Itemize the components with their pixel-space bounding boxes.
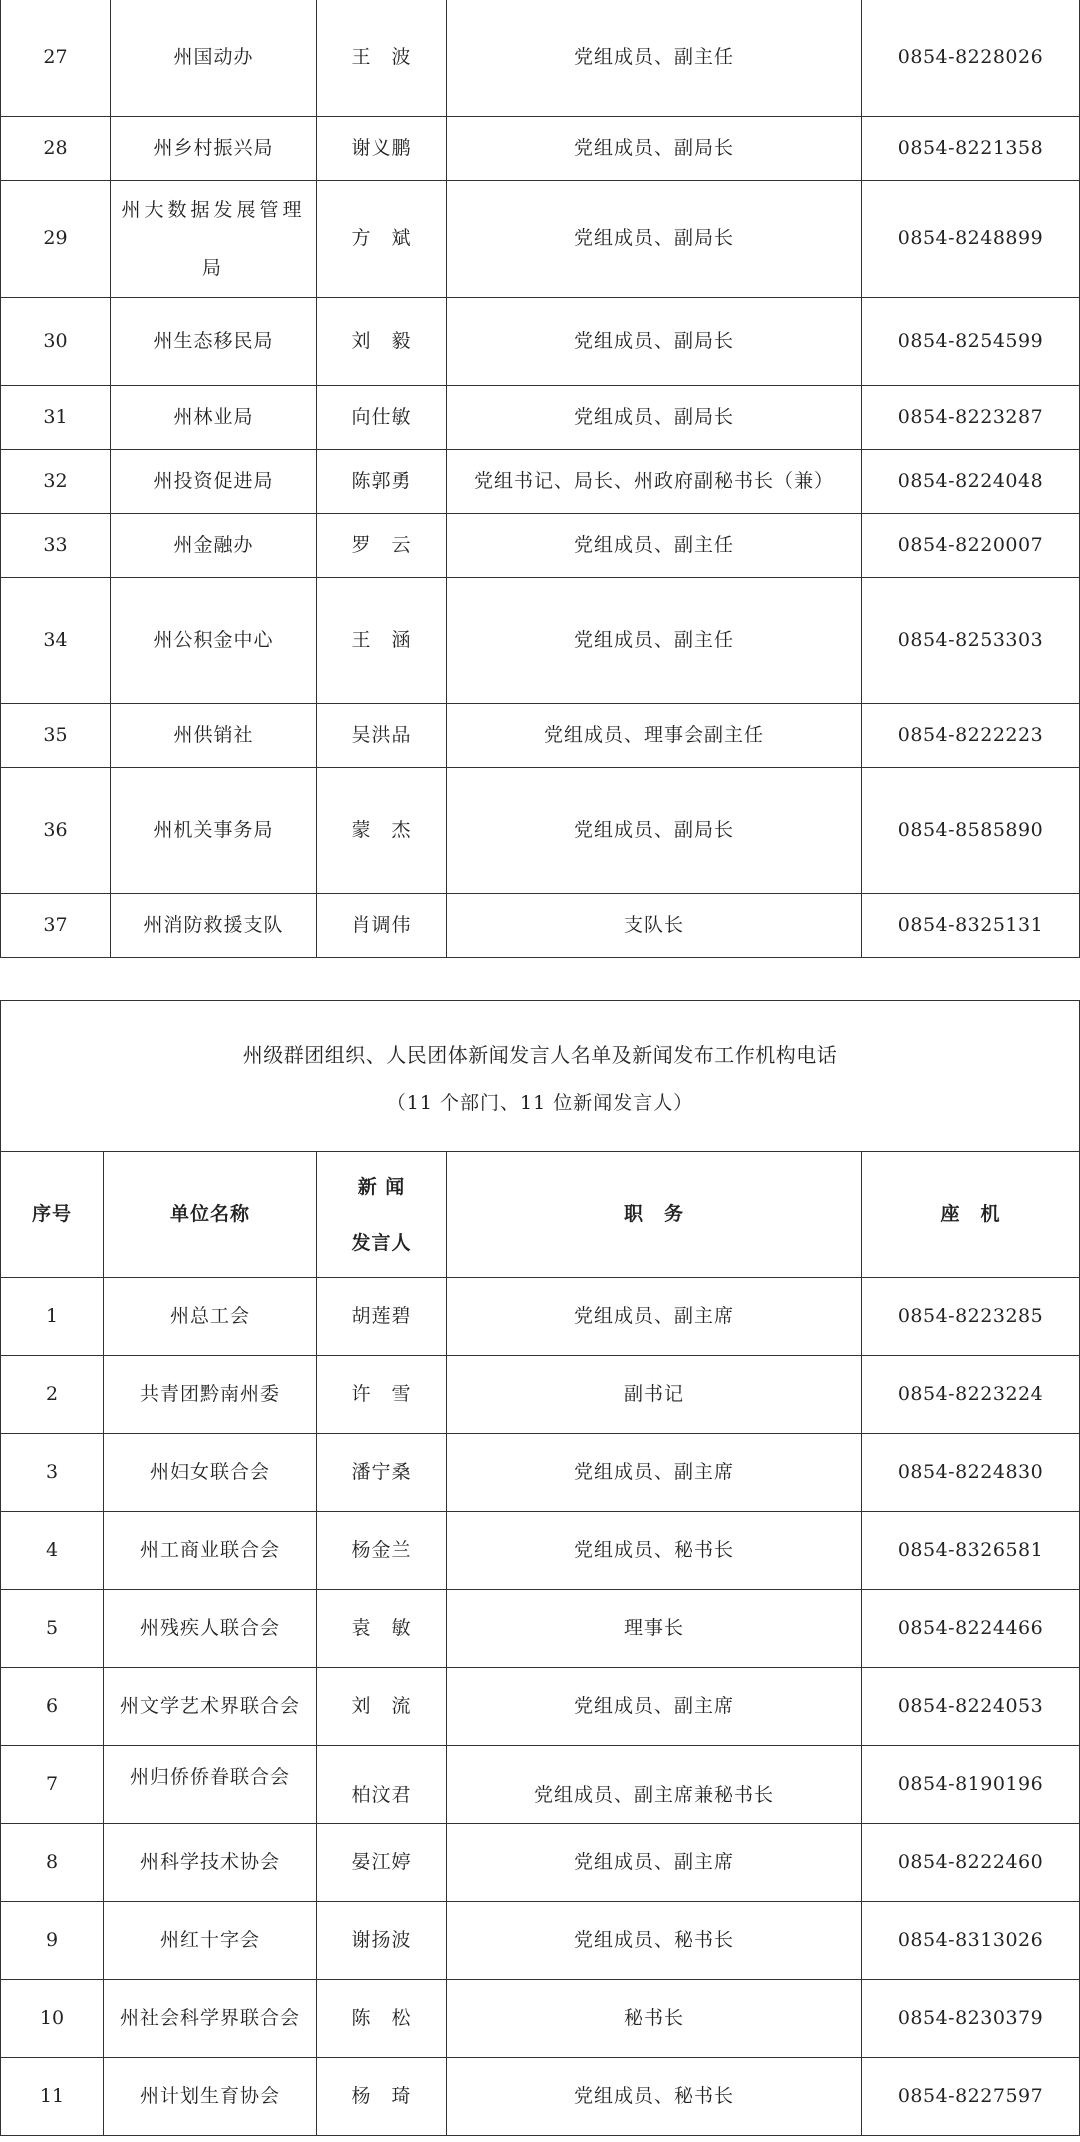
cell-spokesperson: 罗 云 xyxy=(317,514,447,578)
cell-unit: 州投资促进局 xyxy=(111,450,317,514)
cell-spokesperson: 陈郭勇 xyxy=(317,450,447,514)
cell-spokesperson: 杨 琦 xyxy=(317,2058,447,2136)
cell-unit: 州乡村振兴局 xyxy=(111,117,317,181)
cell-phone: 0854-8313026 xyxy=(862,1902,1080,1980)
cell-spokesperson: 杨金兰 xyxy=(317,1512,447,1590)
header-phone: 座 机 xyxy=(862,1152,1080,1278)
cell-phone: 0854-8253303 xyxy=(862,578,1080,704)
cell-spokesperson: 谢扬波 xyxy=(317,1902,447,1980)
cell-title: 党组成员、副局长 xyxy=(447,117,862,181)
cell-unit: 州红十字会 xyxy=(104,1902,317,1980)
cell-spokesperson: 刘 流 xyxy=(317,1668,447,1746)
header-spokesperson-line2: 发言人 xyxy=(351,1231,412,1254)
table-row xyxy=(1,1980,1080,2058)
cell-phone: 0854-8223285 xyxy=(862,1278,1080,1356)
header-unit: 单位名称 xyxy=(104,1152,317,1278)
header-no: 序号 xyxy=(1,1152,104,1278)
cell-spokesperson: 肖调伟 xyxy=(317,894,447,958)
cell-spokesperson: 向仕敏 xyxy=(317,386,447,450)
cell-phone: 0854-8223224 xyxy=(862,1356,1080,1434)
cell-title: 党组成员、副主席 xyxy=(447,1668,862,1746)
cell-no: 11 xyxy=(1,2058,104,2136)
table-row xyxy=(1,1356,1080,1434)
cell-no: 3 xyxy=(1,1434,104,1512)
table-row xyxy=(1,1512,1080,1590)
table-row xyxy=(1,1434,1080,1512)
table-row xyxy=(1,894,1080,958)
cell-unit: 州归侨侨眷联合会 xyxy=(104,1746,317,1824)
cell-phone: 0854-8585890 xyxy=(862,768,1080,894)
cell-no: 29 xyxy=(1,181,111,298)
table-row xyxy=(1,386,1080,450)
cell-unit: 州国动办 xyxy=(111,0,317,117)
section-title: 州级群团组织、人民团体新闻发言人名单及新闻发布工作机构电话 xyxy=(242,1043,838,1067)
cell-no: 28 xyxy=(1,117,111,181)
group-org-contact-table xyxy=(0,1000,1080,2136)
cell-title: 党组成员、理事会副主任 xyxy=(447,704,862,768)
cell-spokesperson: 吴洪品 xyxy=(317,704,447,768)
cell-phone: 0854-8326581 xyxy=(862,1512,1080,1590)
cell-spokesperson: 柏汶君 xyxy=(317,1746,447,1824)
cell-no: 10 xyxy=(1,1980,104,2058)
cell-phone: 0854-8224466 xyxy=(862,1590,1080,1668)
table-row xyxy=(1,1746,1080,1824)
cell-no: 1 xyxy=(1,1278,104,1356)
header-spokesperson-line1: 新 闻 xyxy=(357,1175,406,1198)
cell-spokesperson: 袁 敏 xyxy=(317,1590,447,1668)
cell-spokesperson: 晏江婷 xyxy=(317,1824,447,1902)
cell-no: 32 xyxy=(1,450,111,514)
cell-unit: 州残疾人联合会 xyxy=(104,1590,317,1668)
cell-spokesperson: 刘 毅 xyxy=(317,298,447,386)
cell-title: 秘书长 xyxy=(447,1980,862,2058)
cell-phone: 0854-8224830 xyxy=(862,1434,1080,1512)
cell-title: 副书记 xyxy=(447,1356,862,1434)
cell-unit: 州科学技术协会 xyxy=(104,1824,317,1902)
cell-unit: 州文学艺术界联合会 xyxy=(104,1668,317,1746)
cell-no: 27 xyxy=(1,0,111,117)
cell-phone: 0854-8228026 xyxy=(862,0,1080,117)
header-spokesperson xyxy=(317,1152,447,1278)
cell-no: 35 xyxy=(1,704,111,768)
table-row xyxy=(1,1824,1080,1902)
cell-unit: 州机关事务局 xyxy=(111,768,317,894)
table-row xyxy=(1,450,1080,514)
table-caption-row xyxy=(1,1001,1080,1152)
cell-no: 33 xyxy=(1,514,111,578)
table-row xyxy=(1,514,1080,578)
cell-no: 30 xyxy=(1,298,111,386)
cell-no: 31 xyxy=(1,386,111,450)
cell-no: 4 xyxy=(1,1512,104,1590)
cell-phone: 0854-8248899 xyxy=(862,181,1080,298)
cell-no: 36 xyxy=(1,768,111,894)
cell-unit: 州总工会 xyxy=(104,1278,317,1356)
table-row xyxy=(1,578,1080,704)
header-title: 职 务 xyxy=(447,1152,862,1278)
cell-spokesperson: 王 涵 xyxy=(317,578,447,704)
cell-unit: 州社会科学界联合会 xyxy=(104,1980,317,2058)
cell-no: 7 xyxy=(1,1746,104,1824)
cell-spokesperson: 许 雪 xyxy=(317,1356,447,1434)
cell-no: 9 xyxy=(1,1902,104,1980)
cell-title: 党组成员、副主席 xyxy=(447,1434,862,1512)
cell-title: 党组成员、副主任 xyxy=(447,0,862,117)
cell-title: 党组成员、副局长 xyxy=(447,298,862,386)
cell-title: 党组成员、秘书长 xyxy=(447,2058,862,2136)
cell-unit: 州计划生育协会 xyxy=(104,2058,317,2136)
cell-phone: 0854-8220007 xyxy=(862,514,1080,578)
cell-unit: 州大数据发展管理局 xyxy=(111,181,317,298)
cell-title: 党组成员、副主席 xyxy=(447,1278,862,1356)
cell-title: 党组成员、副局长 xyxy=(447,768,862,894)
section-subtitle: （11 个部门、11 位新闻发言人） xyxy=(386,1092,694,1114)
cell-no: 5 xyxy=(1,1590,104,1668)
cell-unit: 州公积金中心 xyxy=(111,578,317,704)
cell-unit: 州金融办 xyxy=(111,514,317,578)
cell-phone: 0854-8224048 xyxy=(862,450,1080,514)
cell-unit: 州工商业联合会 xyxy=(104,1512,317,1590)
cell-spokesperson: 陈 松 xyxy=(317,1980,447,2058)
cell-phone: 0854-8224053 xyxy=(862,1668,1080,1746)
table-row xyxy=(1,1902,1080,1980)
cell-title: 党组成员、副主任 xyxy=(447,514,862,578)
cell-phone: 0854-8223287 xyxy=(862,386,1080,450)
table-row xyxy=(1,1278,1080,1356)
cell-unit: 州消防救援支队 xyxy=(111,894,317,958)
table-row xyxy=(1,117,1080,181)
cell-no: 6 xyxy=(1,1668,104,1746)
cell-title: 党组成员、副主席 xyxy=(447,1824,862,1902)
table-row xyxy=(1,2058,1080,2136)
table-caption xyxy=(1,1001,1080,1152)
cell-unit: 州林业局 xyxy=(111,386,317,450)
cell-spokesperson: 方 斌 xyxy=(317,181,447,298)
cell-unit: 州妇女联合会 xyxy=(104,1434,317,1512)
cell-no: 37 xyxy=(1,894,111,958)
table-row xyxy=(1,0,1080,117)
cell-no: 8 xyxy=(1,1824,104,1902)
cell-phone: 0854-8230379 xyxy=(862,1980,1080,2058)
cell-title: 党组成员、副主席兼秘书长 xyxy=(447,1746,862,1824)
cell-title: 理事长 xyxy=(447,1590,862,1668)
cell-no: 34 xyxy=(1,578,111,704)
cell-spokesperson: 谢义鹏 xyxy=(317,117,447,181)
cell-phone: 0854-8254599 xyxy=(862,298,1080,386)
cell-phone: 0854-8190196 xyxy=(862,1746,1080,1824)
cell-unit: 州供销社 xyxy=(111,704,317,768)
cell-title: 支队长 xyxy=(447,894,862,958)
table-row xyxy=(1,1668,1080,1746)
cell-spokesperson: 蒙 杰 xyxy=(317,768,447,894)
table-row xyxy=(1,704,1080,768)
cell-title: 党组成员、秘书长 xyxy=(447,1902,862,1980)
cell-phone: 0854-8325131 xyxy=(862,894,1080,958)
cell-spokesperson: 王 波 xyxy=(317,0,447,117)
cell-title: 党组书记、局长、州政府副秘书长（兼） xyxy=(447,450,862,514)
cell-spokesperson: 潘宁桑 xyxy=(317,1434,447,1512)
cell-phone: 0854-8222460 xyxy=(862,1824,1080,1902)
table-header-row xyxy=(1,1152,1080,1278)
table-row xyxy=(1,1590,1080,1668)
cell-no: 2 xyxy=(1,1356,104,1434)
table-row xyxy=(1,181,1080,298)
cell-phone: 0854-8227597 xyxy=(862,2058,1080,2136)
cell-spokesperson: 胡莲碧 xyxy=(317,1278,447,1356)
cell-unit: 共青团黔南州委 xyxy=(104,1356,317,1434)
cell-title: 党组成员、秘书长 xyxy=(447,1512,862,1590)
table-row xyxy=(1,298,1080,386)
cell-title: 党组成员、副主任 xyxy=(447,578,862,704)
cell-phone: 0854-8221358 xyxy=(862,117,1080,181)
cell-phone: 0854-8222223 xyxy=(862,704,1080,768)
top-contact-table xyxy=(0,0,1080,958)
cell-title: 党组成员、副局长 xyxy=(447,181,862,298)
table-row xyxy=(1,768,1080,894)
cell-unit: 州生态移民局 xyxy=(111,298,317,386)
cell-title: 党组成员、副局长 xyxy=(447,386,862,450)
